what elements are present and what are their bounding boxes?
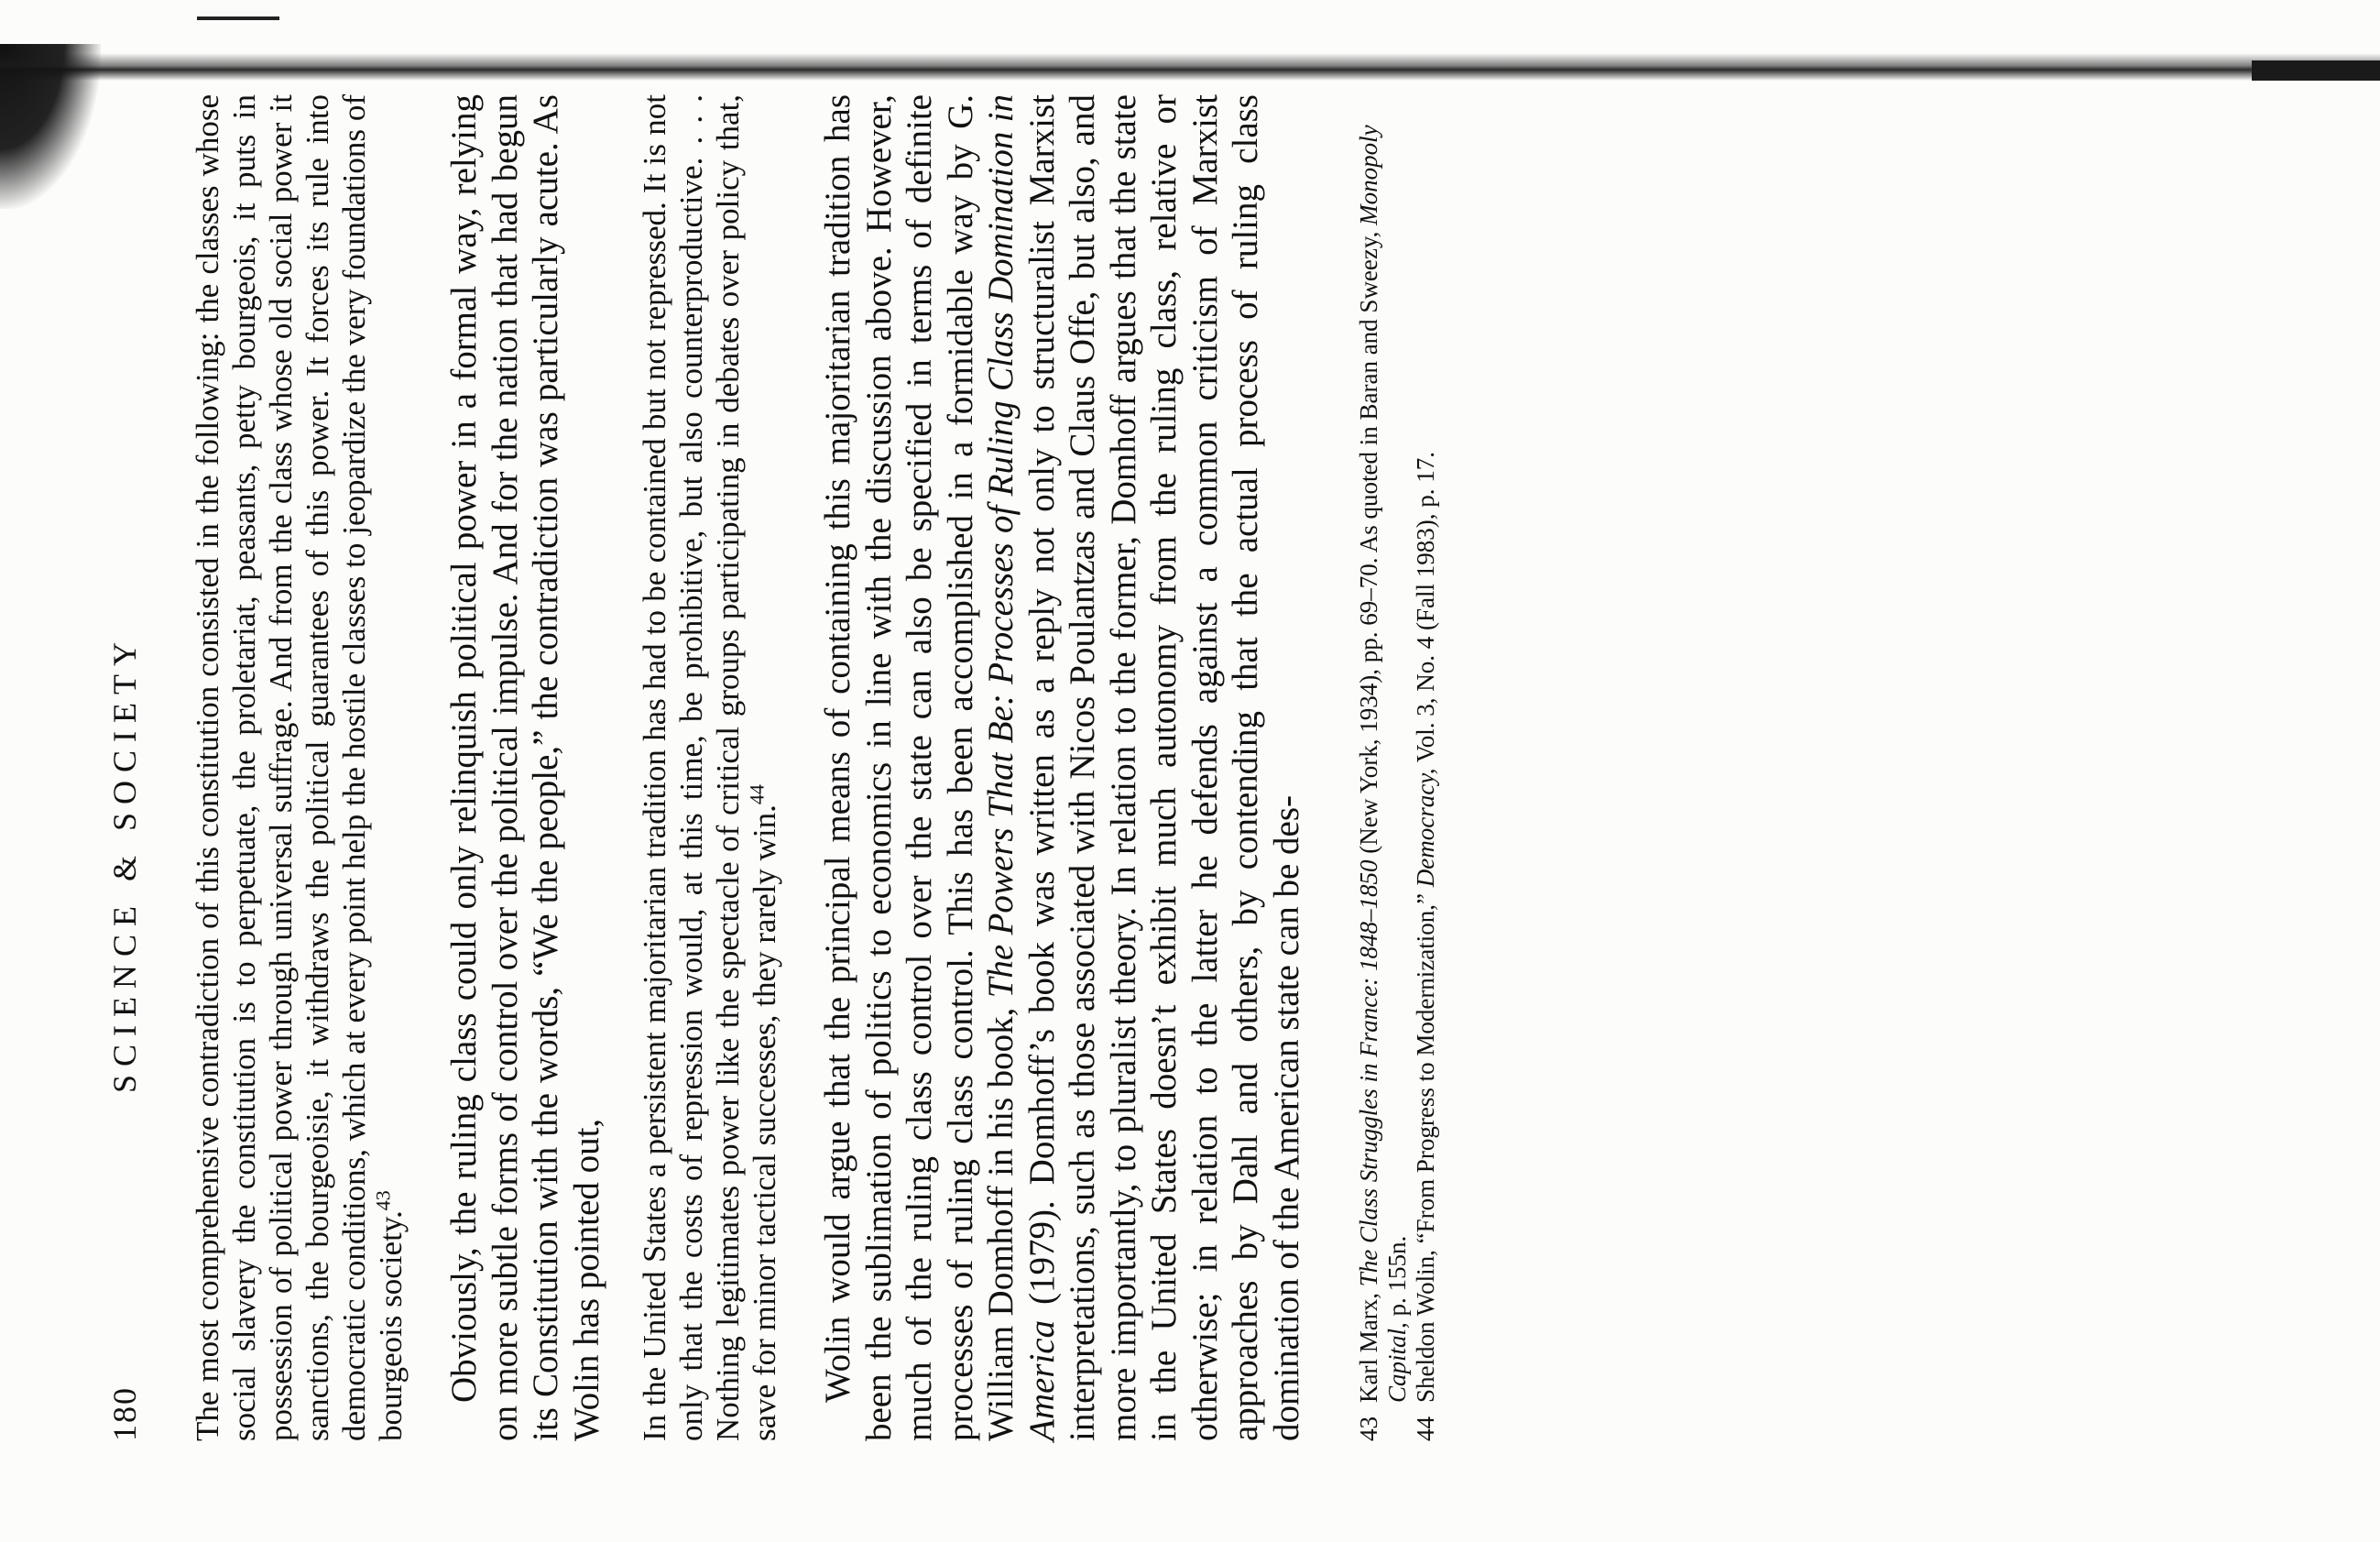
paragraph-text-part2: (1979). Domhoff’s book was written as a reply not only to structuralist Marxist interpretations, such as those associated with Nicos Poulantzas and Claus Offe, but also, and more importantly, to pluralist theory. In relation to the former, Domhoff argues that the state in the United States doesn’t exhibit much autonomy from the ruling class, relative or otherwise; in relation to the latter he defends against a common criticism of Marxist approaches by Dahl and others, by contending that the actual process of ruling class domination of the American state can be des-	[1021, 94, 1306, 1441]
footnote-text	[1412, 94, 1440, 1403]
block-quote-marx	[190, 94, 409, 1441]
footnote-number: 43	[1355, 1416, 1382, 1441]
footnote-text	[1355, 94, 1412, 1403]
paragraph-text-part1: Wolin would argue that the principal means of containing this majoritarian tradition has been the sublimation of politics to economics in line with the discussion above. However, much of the ruling class control over the state can also be specified in terms of definite processes of ruling class control. This has been accomplished in a formidable way by G. William Domhoff in his book,	[818, 94, 1021, 1441]
quote-text: In the United States a persistent majoritarian tradition has had to be contained but not repressed. It is not only that the costs of repression would, at this time, be prohibitive, but also counterproductive. . . . Nothing legitimates power like the spectacle of critical groups participating in debates over policy that, save for minor tactical successes, they rarely win.	[637, 94, 782, 1441]
footnotes	[1355, 94, 1440, 1441]
footnote-44	[1412, 94, 1440, 1441]
footnote-author: Sheldon Wolin, “From Progress to Modernization,”	[1412, 892, 1439, 1403]
page-header	[105, 94, 160, 1441]
footnote-title: The Class Struggles in France: 1848–1850	[1355, 859, 1382, 1287]
page-number: 180	[106, 1386, 143, 1441]
paragraph-obviously	[444, 94, 607, 1441]
footnote-detail: Vol. 3, No. 4 (Fall 1983), p. 17.	[1412, 451, 1439, 763]
footnote-43	[1355, 94, 1412, 1441]
footnote-number: 44	[1412, 1416, 1439, 1441]
note-reference: 43	[371, 1190, 395, 1211]
footnote-detail: (New York, 1934), pp. 69–70. As quoted in Baran and Sweezy,	[1355, 231, 1382, 854]
text-column	[105, 94, 1440, 1441]
footnote-title: Democracy,	[1412, 768, 1439, 888]
footnote-detail-2: p. 155n.	[1383, 1235, 1411, 1317]
block-quote-wolin	[637, 94, 783, 1441]
running-head: SCIENCE & SOCIETY	[106, 633, 143, 1093]
note-reference: 44	[745, 784, 769, 805]
book-title: The Powers That Be: Processes of Ruling Class Domination in America	[981, 93, 1062, 1441]
footnote-author: Karl Marx,	[1355, 1293, 1382, 1403]
paragraph-text: Obviously, the ruling class could only relinquish political power in a formal way, relying on more subtle forms of control over the political impulse. And for the nation that had begun its Constitution with the words, “We the people,” the contradiction was particularly acute. As Wolin has pointed out,	[444, 94, 606, 1441]
quote-text: The most comprehensive contradiction of this constitution consisted in the following: the classes whose social slavery the constitution is to perpetuate, the proletariat, peasants, petty bourgeois, it puts in possession of political power through universal suffrage. And from the class whose old social power it sanctions, the bourgeoisie, it withdraws the political guarantees of this power. It forces its rule into democratic conditions, which at every point help the hostile classes to jeopardize the very foundations of bourgeois society.	[190, 94, 409, 1441]
footnote-title-2: Monopoly Capital,	[1355, 125, 1411, 1403]
paragraph-wolin-argue	[818, 94, 1307, 1441]
